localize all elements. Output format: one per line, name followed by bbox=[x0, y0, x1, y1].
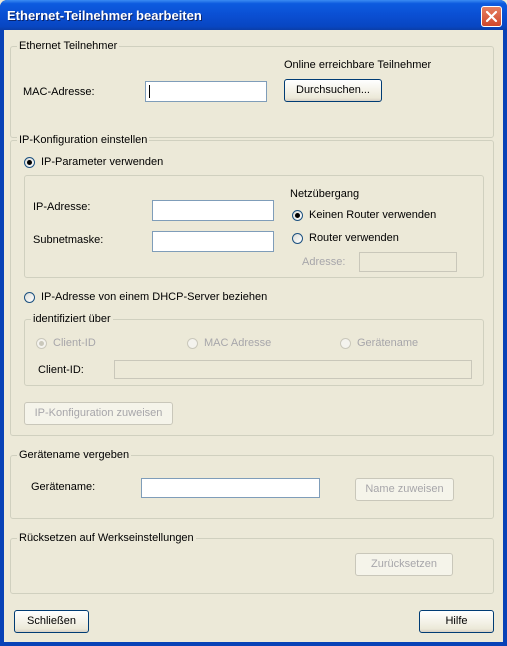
ip-config-group-label: IP-Konfiguration einstellen bbox=[19, 134, 148, 146]
device-name-input[interactable] bbox=[141, 478, 320, 498]
assign-ip-config-button[interactable]: IP-Konfiguration zuweisen bbox=[24, 402, 173, 425]
ip-address-label: IP-Adresse: bbox=[33, 201, 91, 213]
radio-unchecked-icon bbox=[340, 338, 351, 349]
use-router-label: Router verwenden bbox=[309, 232, 399, 244]
title-bar[interactable] bbox=[0, 0, 507, 30]
radio-unchecked-icon bbox=[24, 292, 35, 303]
router-address-input[interactable] bbox=[359, 252, 457, 272]
mac-address-option-label: MAC Adresse bbox=[204, 337, 272, 349]
device-name-option-label: Gerätename bbox=[357, 337, 419, 349]
radio-checked-icon bbox=[292, 210, 303, 221]
reset-button[interactable]: Zurücksetzen bbox=[355, 553, 453, 576]
radio-checked-icon bbox=[24, 157, 35, 168]
use-ip-params-label: IP-Parameter verwenden bbox=[41, 156, 164, 168]
radio-unchecked-icon bbox=[187, 338, 198, 349]
device-name-label: Gerätename: bbox=[31, 481, 96, 493]
ip-address-input[interactable] bbox=[152, 200, 274, 221]
close-icon bbox=[482, 7, 501, 26]
window-title: Ethernet-Teilnehmer bearbeiten bbox=[7, 8, 202, 23]
subnet-mask-label: Subnetmaske: bbox=[33, 234, 104, 246]
device-name-group-label: Gerätename vergeben bbox=[19, 449, 130, 461]
mac-address-input[interactable] bbox=[145, 81, 267, 102]
client-id-label: Client-ID: bbox=[38, 364, 84, 376]
client-id-input[interactable] bbox=[114, 360, 472, 379]
online-participants-label: Online erreichbare Teilnehmer bbox=[284, 59, 432, 71]
client-id-option-label: Client-ID bbox=[53, 337, 96, 349]
radio-unchecked-icon bbox=[292, 233, 303, 244]
close-dialog-button[interactable]: Schließen bbox=[14, 610, 89, 633]
dialog-client-area bbox=[4, 30, 503, 642]
mac-address-label: MAC-Adresse: bbox=[23, 86, 95, 98]
dhcp-label: IP-Adresse von einem DHCP-Server beziehen bbox=[41, 291, 268, 303]
browse-button[interactable]: Durchsuchen... bbox=[284, 79, 382, 102]
radio-checked-icon bbox=[36, 338, 47, 349]
router-address-label: Adresse: bbox=[302, 256, 346, 268]
close-button[interactable] bbox=[481, 6, 502, 27]
ethernet-group-label: Ethernet Teilnehmer bbox=[19, 40, 118, 52]
identified-by-label: identifiziert über bbox=[33, 313, 111, 325]
factory-reset-group-label: Rücksetzen auf Werkseinstellungen bbox=[19, 532, 194, 544]
no-router-label: Keinen Router verwenden bbox=[309, 209, 437, 221]
subnet-mask-input[interactable] bbox=[152, 231, 274, 252]
assign-name-button[interactable]: Name zuweisen bbox=[355, 478, 454, 501]
gateway-heading: Netzübergang bbox=[290, 188, 360, 200]
help-button[interactable]: Hilfe bbox=[419, 610, 494, 633]
text-cursor bbox=[149, 85, 150, 98]
